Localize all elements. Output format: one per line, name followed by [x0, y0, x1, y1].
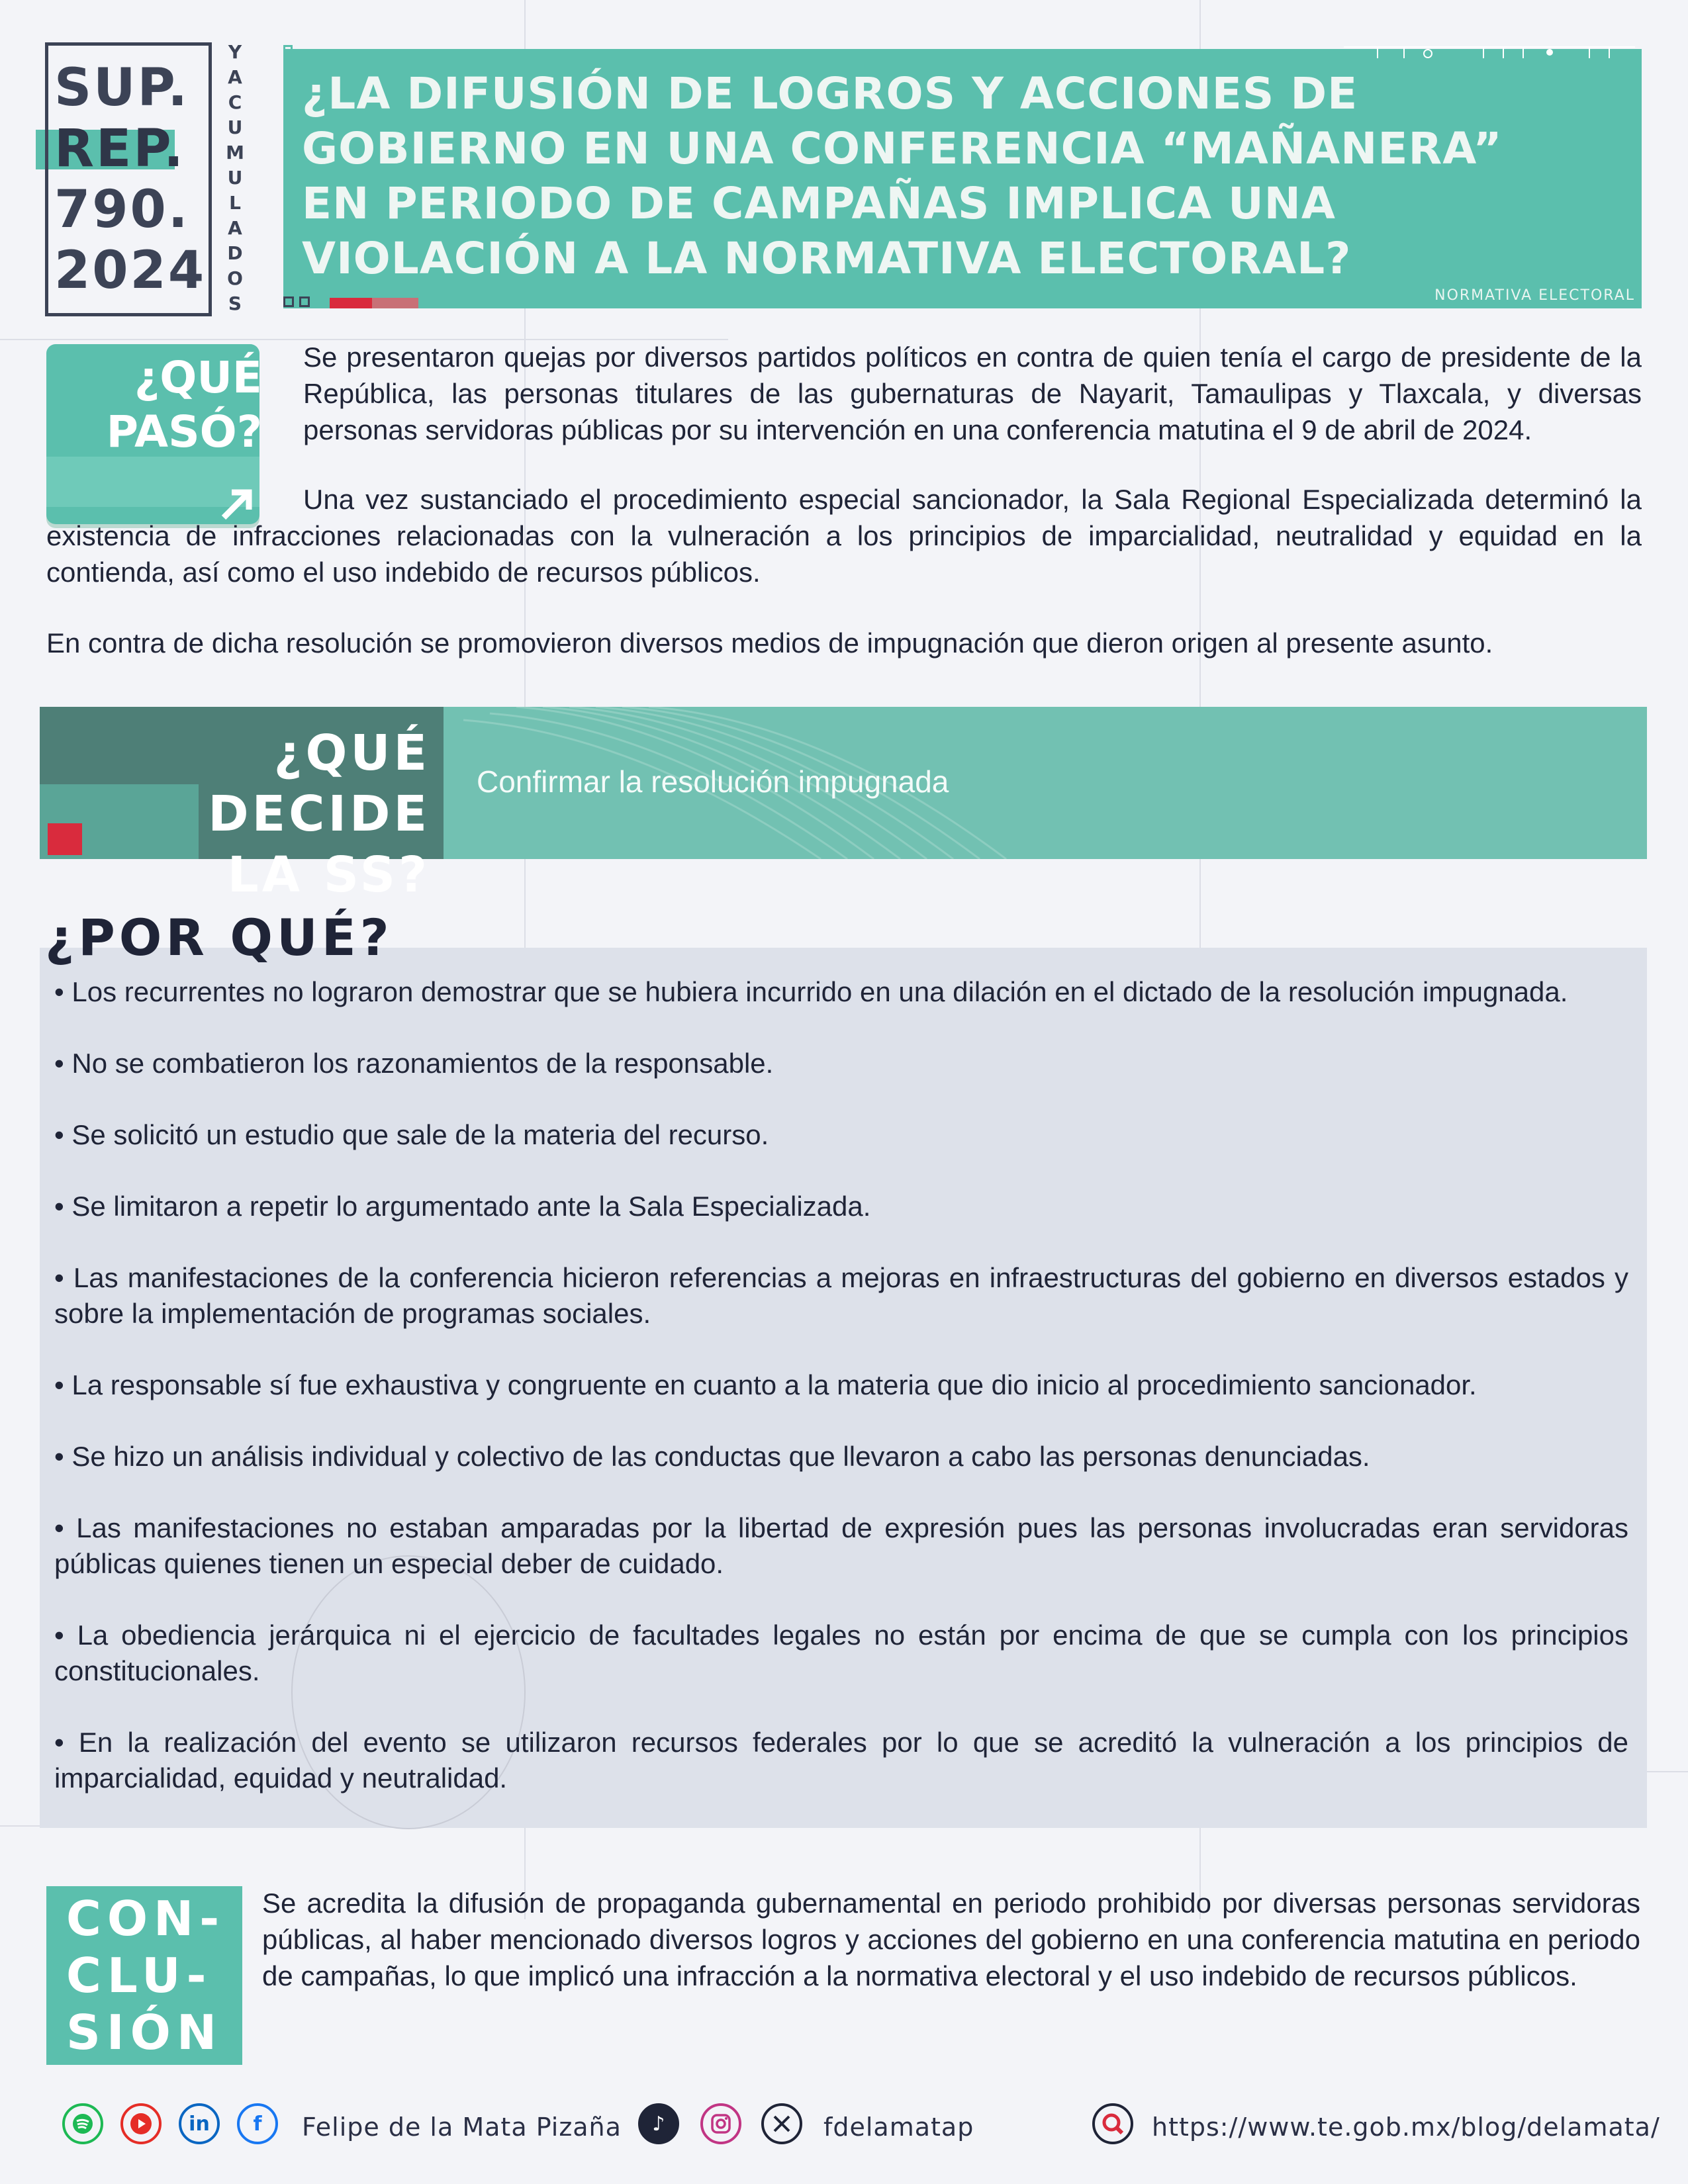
- blog-url[interactable]: https://www.te.gob.mx/blog/delamata/: [1152, 2113, 1660, 2142]
- vertical-letter: O: [227, 267, 243, 289]
- porque-bullet: • No se combatieron los razonamientos de la responsable.: [54, 1048, 774, 1079]
- vertical-letter: L: [229, 192, 241, 214]
- porque-bullet: • Las manifestaciones de la conferencia hicieron referencias a mejoras en infraestructuras del gobierno en diversos estados y sobre la implementación de programas sociales.: [54, 1262, 1628, 1329]
- que-paso-paragraph-3: En contra de dicha resolución se promovieron diversos medios de impugnación que dieron origen al presente asunto.: [46, 627, 1493, 659]
- que-paso-paragraph-2: Una vez sustanciado el procedimiento especial sancionador, la Sala Regional Especializada determinó la existencia de infracciones relacionadas con la vulneración a los principios de imparcialidad, neutralidad y equidad en la contienda, así como el uso indebido de recursos públicos.: [46, 484, 1642, 588]
- que-paso-paragraph-1: Se presentaron quejas por diversos partidos políticos en contra de quien tenía el cargo de presidente de la República, las personas titulares de las gubernaturas de Nayarit, Tamaulipas y Tlaxcala, y diversas personas servidoras públicas por su intervención en una conferencia matutina el 9 de abril de 2024.: [303, 341, 1642, 445]
- square-mark: [299, 296, 310, 307]
- title-tag: NORMATIVA ELECTORAL: [1434, 287, 1635, 304]
- ruler-dot: [1423, 49, 1432, 58]
- vertical-letter: A: [228, 217, 242, 239]
- vertical-letter: C: [228, 91, 242, 113]
- facebook-icon[interactable]: f: [237, 2103, 278, 2144]
- que-paso-line-2: PASÓ?: [106, 406, 262, 457]
- ruler-tick: [1377, 46, 1378, 58]
- ruler-tick: [1609, 46, 1610, 58]
- ruler-tick: [1523, 46, 1524, 58]
- conclusion-text: Se acredita la difusión de propaganda gubernamental en periodo prohibido por diversas personas servidoras públicas, al haber mencionado diversos logros y acciones del gobierno en una conferencia matutina en periodo de campañas, lo que implicó una infracción a la normativa electoral y el uso indebido de recursos públicos.: [262, 1888, 1640, 1991]
- decide-answer: Confirmar la resolución impugnada: [477, 764, 949, 799]
- case-line-1: SUP.: [54, 58, 189, 118]
- conclusion-line-3: SIÓN: [66, 2005, 223, 2060]
- case-line-4: 2024: [54, 241, 207, 300]
- ruler-tick: [1403, 46, 1405, 58]
- decide-line-1: ¿QUÉ DECIDE: [208, 725, 430, 842]
- x-icon[interactable]: [761, 2103, 802, 2144]
- title-ruler: [1344, 46, 1635, 48]
- red-bar: [330, 298, 372, 308]
- vertical-letter: U: [227, 116, 243, 138]
- author-name: Felipe de la Mata Pizaña: [302, 2113, 622, 2142]
- decide-label: [66, 723, 430, 905]
- pink-bar: [372, 298, 418, 308]
- search-icon[interactable]: [1092, 2103, 1133, 2144]
- vertical-letter: U: [227, 167, 243, 189]
- conclusion-line-1: CON-: [66, 1891, 226, 1946]
- ruler-tick: [1483, 46, 1484, 58]
- youtube-icon[interactable]: [120, 2103, 162, 2144]
- spotify-icon[interactable]: [62, 2103, 103, 2144]
- porque-bullet: • La responsable sí fue exhaustiva y congruente en cuanto a la materia que dio inicio al procedimiento sancionador.: [54, 1369, 1477, 1400]
- title-question: ¿LA DIFUSIÓN DE LOGROS Y ACCIONES DE GOBIERNO EN UNA CONFERENCIA “MAÑANERA” EN PERIODO DE CAMPAÑAS IMPLICA UNA VIOLACIÓN A LA NORMATIVA ELECTORAL?: [302, 68, 1503, 284]
- title-corner-mark: [283, 45, 293, 54]
- vertical-letter: D: [227, 242, 243, 264]
- ruler-tick: [1503, 46, 1504, 58]
- porque-title: ¿POR QUÉ?: [45, 908, 393, 967]
- instagram-icon[interactable]: [700, 2103, 741, 2144]
- porque-bullet: • Los recurrentes no lograron demostrar que se hubiera incurrido en una dilación en el dictado de la resolución impugnada.: [54, 976, 1568, 1007]
- porque-bullet: • En la realización del evento se utilizaron recursos federales por lo que se acreditó la vulneración a los principios de imparcialidad, equidad y neutralidad.: [54, 1727, 1628, 1794]
- social-handle: fdelamatap: [823, 2113, 974, 2142]
- ruler-dot: [1546, 49, 1553, 56]
- vertical-letter: M: [226, 142, 244, 163]
- que-paso-label: [79, 351, 262, 459]
- que-paso-line-1: ¿QUÉ: [134, 352, 262, 403]
- porque-bullet: • Se limitaron a repetir lo argumentado ante la Sala Especializada.: [54, 1191, 871, 1222]
- porque-bullet: • Se hizo un análisis individual y colectivo de las conductas que llevaron a cabo las personas denunciadas.: [54, 1441, 1370, 1472]
- conclusion-line-2: CLU-: [66, 1948, 212, 2003]
- ruler-tick: [1589, 46, 1590, 58]
- case-line-2: REP.: [54, 119, 185, 179]
- square-mark: [283, 296, 294, 307]
- linkedin-icon[interactable]: in: [179, 2103, 220, 2144]
- porque-bullet: • Se solicitó un estudio que sale de la materia del recurso.: [54, 1119, 769, 1150]
- decide-line-2: LA SS?: [227, 846, 430, 903]
- case-line-3: 790.: [54, 180, 190, 240]
- porque-bullet: • La obediencia jerárquica ni el ejercicio de facultades legales no están por encima de que se cumpla con los principios constitucionales.: [54, 1619, 1628, 1686]
- vertical-letter: A: [228, 66, 242, 88]
- vertical-letter: Y: [228, 41, 242, 63]
- vertical-letter: S: [228, 293, 242, 314]
- tiktok-icon[interactable]: ♪: [638, 2103, 679, 2144]
- conclusion-label: [66, 1890, 238, 2061]
- porque-bullet: • Las manifestaciones no estaban amparadas por la libertad de expresión pues las personas involucradas eran servidoras públicas quienes tienen un especial deber de cuidado.: [54, 1512, 1628, 1579]
